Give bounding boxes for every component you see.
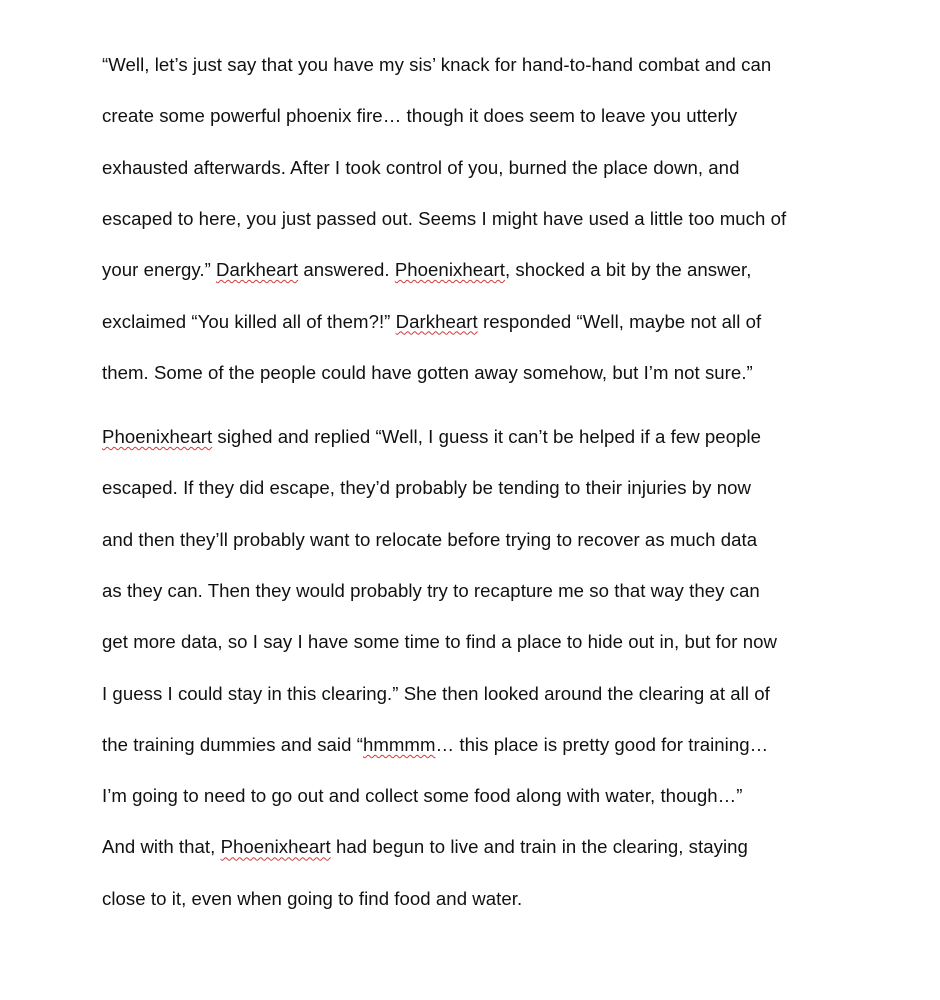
text-line bbox=[102, 834, 748, 860]
text-line bbox=[102, 578, 760, 604]
misspelled-word[interactable]: Phoenixheart bbox=[102, 426, 213, 447]
misspelled-word[interactable]: hmmmm bbox=[362, 733, 436, 755]
text-run: sighed and replied “Well, I guess it can’t be helped if a few people bbox=[212, 426, 762, 447]
text-run: , shocked a bit by the answer, bbox=[505, 259, 752, 281]
misspelled-word[interactable]: Phoenixheart bbox=[394, 259, 505, 281]
text-line bbox=[102, 886, 522, 912]
text-line bbox=[102, 475, 751, 501]
text-run: “Well, let’s just say that you have my sis’ knack for hand-to-hand combat and can bbox=[102, 54, 772, 75]
text-line bbox=[102, 629, 777, 655]
misspelled-word[interactable]: Darkheart bbox=[216, 259, 299, 281]
text-run: responded “Well, maybe not all of bbox=[477, 310, 762, 332]
text-run: close to it, even when going to find food and water. bbox=[102, 887, 523, 909]
text-run: the training dummies and said “ bbox=[102, 733, 363, 755]
text-line bbox=[102, 155, 739, 181]
text-run: create some powerful phoenix fire… though it does seem to leave you utterly bbox=[102, 105, 738, 127]
misspelled-word[interactable]: Darkheart bbox=[395, 310, 478, 332]
text-run: And with that, bbox=[102, 836, 221, 858]
text-run: as they can. Then they would probably try to recapture me so that way they can bbox=[102, 579, 760, 601]
text-run: had begun to live and train in the clearing, staying bbox=[330, 836, 748, 858]
text-line bbox=[102, 424, 761, 450]
text-run: and then they’ll probably want to relocate before trying to recover as much data bbox=[102, 528, 758, 550]
text-run: I guess I could stay in this clearing.” She then looked around the clearing at all of bbox=[102, 682, 770, 704]
text-line bbox=[102, 732, 768, 758]
text-run: … this place is pretty good for training… bbox=[435, 733, 769, 755]
text-run: get more data, so I say I have some time to find a place to hide out in, but for now bbox=[102, 631, 777, 653]
text-line bbox=[102, 309, 761, 335]
text-line bbox=[102, 681, 770, 707]
text-line bbox=[102, 527, 757, 553]
text-line bbox=[102, 257, 751, 283]
text-run: answered. bbox=[298, 259, 395, 281]
text-run: escaped to here, you just passed out. Seems I might have used a little too much of bbox=[102, 207, 787, 229]
text-run: exhausted afterwards. After I took control of you, burned the place down, and bbox=[102, 156, 740, 178]
text-line bbox=[102, 103, 737, 129]
text-line bbox=[102, 52, 771, 78]
misspelled-word[interactable]: Phoenixheart bbox=[220, 836, 331, 858]
text-line bbox=[102, 206, 786, 232]
text-run: exclaimed “You killed all of them?!” bbox=[102, 310, 396, 332]
text-run: them. Some of the people could have gotten away somehow, but I’m not sure.” bbox=[102, 361, 753, 383]
text-run: your energy.” bbox=[102, 259, 217, 281]
text-run: escaped. If they did escape, they’d probably be tending to their injuries by now bbox=[102, 477, 751, 499]
text-run: I’m going to need to go out and collect some food along with water, though…” bbox=[102, 785, 743, 807]
text-line bbox=[102, 783, 743, 809]
text-line bbox=[102, 360, 753, 386]
